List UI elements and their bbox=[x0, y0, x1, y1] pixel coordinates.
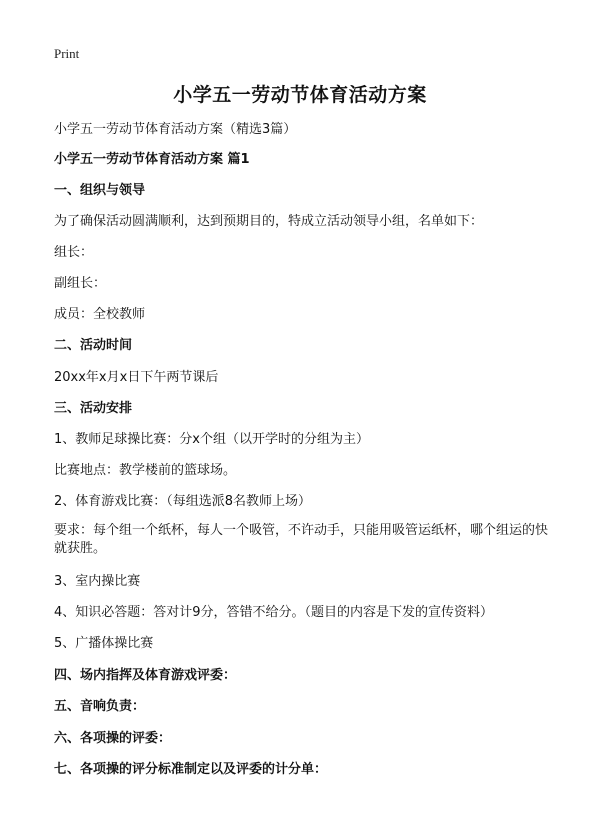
heading-arrangement: 三、活动安排 bbox=[54, 401, 133, 416]
section-heading: 小学五一劳动节体育活动方案 篇1 bbox=[54, 152, 250, 167]
paragraph-intro: 为了确保活动圆满顺利，达到预期目的，特成立活动领导小组，名单如下： bbox=[54, 214, 484, 229]
text-vice-leader: 副组长： bbox=[54, 276, 107, 291]
text-location: 比赛地点：教学楼前的篮球场。 bbox=[54, 463, 237, 478]
document-subtitle: 小学五一劳动节体育活动方案（精选3篇） bbox=[54, 122, 297, 137]
heading-organization: 一、组织与领导 bbox=[54, 183, 146, 198]
print-label[interactable]: Print bbox=[54, 46, 80, 61]
list-item-football-exercise: 1、教师足球操比赛：分x个组（以开学时的分组为主） bbox=[54, 432, 369, 447]
heading-scoring: 七、各项操的评分标准制定以及评委的计分单： bbox=[54, 762, 328, 777]
text-members: 成员：全校教师 bbox=[54, 307, 146, 322]
document-title: 小学五一劳动节体育活动方案 bbox=[173, 84, 427, 106]
text-leader: 组长： bbox=[54, 245, 94, 260]
heading-time: 二、活动时间 bbox=[54, 338, 133, 353]
heading-judges: 六、各项操的评委： bbox=[54, 731, 172, 746]
text-time: 20xx年x月x日下午两节课后 bbox=[54, 370, 219, 385]
list-item-indoor-exercise: 3、室内操比赛 bbox=[54, 574, 141, 589]
list-item-sports-game: 2、体育游戏比赛：（每组选派8名教师上场） bbox=[54, 494, 312, 509]
list-item-knowledge-quiz: 4、知识必答题：答对计9分，答错不给分。（题目的内容是下发的宣传资料） bbox=[54, 605, 494, 620]
heading-audio: 五、音响负责： bbox=[54, 699, 146, 714]
text-requirement: 要求：每个组一个纸杯，每人一个吸管，不许动手，只能用吸管运纸杯，哪个组运的快就获胜。 bbox=[54, 523, 549, 556]
list-item-broadcast-exercise: 5、广播体操比赛 bbox=[54, 636, 154, 651]
heading-referees: 四、场内指挥及体育游戏评委： bbox=[54, 668, 237, 683]
